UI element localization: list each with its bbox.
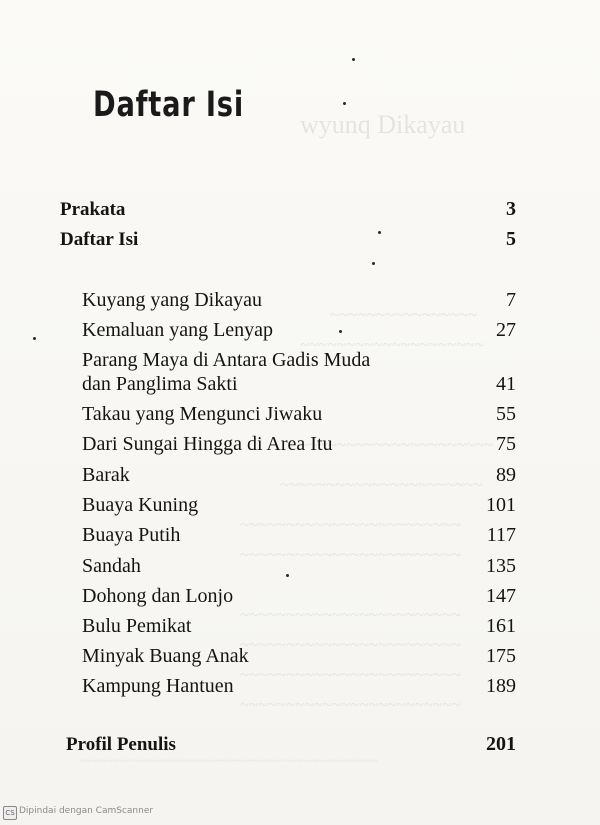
chapter-entry [82, 402, 516, 426]
toc-entry-label: Profil Penulis [66, 734, 176, 755]
page-title: Daftar Isi [93, 85, 244, 125]
chapter-page: 161 [486, 615, 516, 637]
dust-speck [343, 102, 346, 105]
chapter-entry [82, 288, 516, 312]
toc-entry [60, 198, 516, 221]
bleed-through-text: ~~~~~~~~~~~~~~~~~~~~~~~~ [240, 605, 461, 624]
chapter-page: 27 [496, 319, 516, 341]
chapter-page: 135 [486, 555, 516, 577]
chapter-title: Kuyang yang Dikayau [82, 289, 262, 311]
chapter-entry [82, 348, 516, 396]
chapter-page: 7 [506, 289, 516, 311]
chapter-page: 89 [496, 464, 516, 486]
chapter-title: Kampung Hantuen [82, 675, 234, 697]
bleed-through-text: wyunq Dikayau [300, 110, 466, 139]
chapter-title: Minyak Buang Anak [82, 645, 249, 667]
chapter-entry [82, 554, 516, 578]
toc-entry-page: 5 [506, 228, 516, 250]
dust-speck [33, 337, 36, 340]
chapter-page: 189 [486, 675, 516, 697]
chapter-entry [82, 614, 516, 638]
chapter-page: 101 [486, 494, 516, 516]
chapter-title: Bulu Pemikat [82, 615, 192, 637]
chapter-page: 175 [486, 645, 516, 667]
bleed-through-text: ~~~~~~~~~~~~~~~~~~~~~~~~ [240, 695, 461, 714]
chapter-title: Kemaluan yang Lenyap [82, 319, 274, 341]
chapter-title: Sandah [82, 555, 141, 577]
toc-entry-label: Daftar Isi [60, 229, 139, 250]
bleed-through-text: ~~~~~~~~~~~~~~~~~~~~~~ [280, 475, 483, 494]
scanner-watermark-text: Dipindai dengan CamScanner [19, 806, 154, 816]
chapter-title: Takau yang Mengunci Jiwaku [82, 403, 323, 425]
chapter-entry [82, 493, 516, 517]
bleed-through-text: ~~~~~~~~~~~~~~~~~~~~~~~~ [240, 665, 461, 684]
chapter-page: 55 [496, 403, 516, 425]
chapter-title: Parang Maya di Antara Gadis Muda dan Panglima Sakti [82, 349, 371, 395]
chapter-entry [82, 463, 516, 487]
toc-entry-page: 201 [486, 733, 516, 755]
dust-speck [372, 262, 375, 265]
chapter-entry [82, 318, 516, 342]
toc-entry [66, 733, 516, 756]
bleed-through-text: ~~~~~~~~~~~~~~~~~~~~~ [300, 435, 494, 454]
chapter-page: 117 [486, 524, 516, 546]
bleed-through-text: ~~~~~~~~~~~~~~~~~~~~ [300, 335, 484, 354]
bleed-through-text: ~~~~~~~~~~~~~~~~~~~~~~~~~~~~~~~~~~~~~~~~~~~~~~~~~~~~~~~ [80, 756, 378, 767]
bleed-through-text: ~~~~~~~~~~~~~~~~~~~~~~~~ [240, 545, 461, 564]
chapter-page: 147 [486, 585, 516, 607]
chapter-page: 75 [496, 433, 516, 455]
bleed-through-text: ~~~~~~~~~~~~~~~~~~~~~~~~ [240, 515, 461, 534]
toc-entry [60, 228, 516, 251]
chapter-title: Dari Sungai Hingga di Area Itu [82, 433, 333, 455]
camscanner-logo-icon: CS [3, 806, 17, 820]
chapter-title: Dohong dan Lonjo [82, 585, 234, 607]
dust-speck [352, 58, 355, 61]
bleed-through-text: ~~~~~~~~~~~~~~~~~~~~~~~~ [240, 635, 461, 654]
chapter-entry [82, 523, 516, 547]
chapter-entry [82, 584, 516, 608]
chapter-title: Barak [82, 464, 130, 486]
chapter-entry [82, 674, 516, 698]
toc-entry-page: 3 [506, 198, 516, 220]
chapter-title: Buaya Kuning [82, 494, 199, 516]
chapter-entry [82, 432, 516, 456]
toc-entry-label: Prakata [60, 199, 126, 220]
bleed-through-text: ~~~~~~~~~~~~~~~~ [330, 305, 478, 324]
chapter-entry [82, 644, 516, 668]
chapter-page: 41 [496, 373, 516, 395]
chapter-title: Buaya Putih [82, 524, 181, 546]
